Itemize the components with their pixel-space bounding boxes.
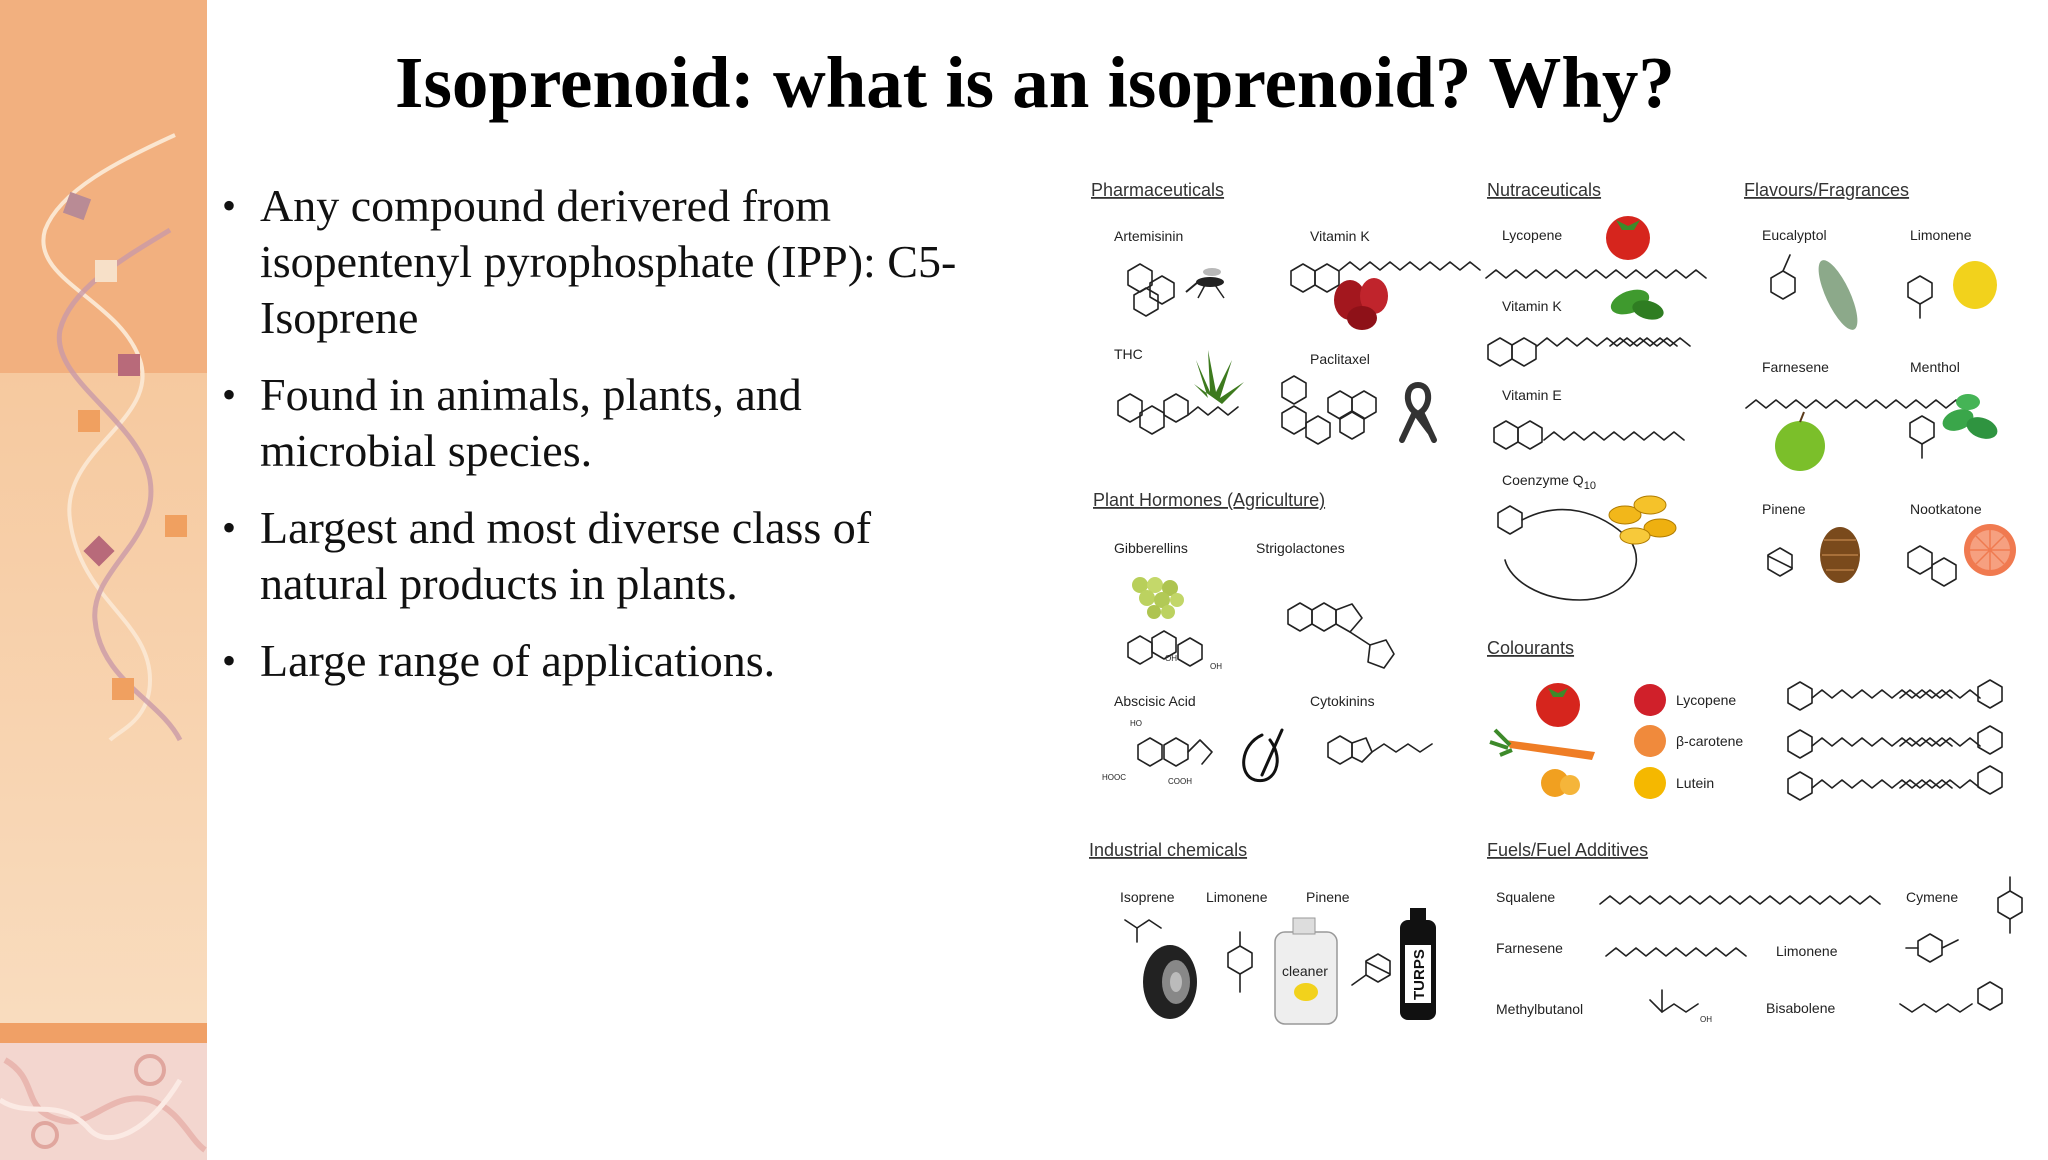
nootkatone-structure xyxy=(1908,546,1956,586)
compound-label-artemisinin: Artemisinin xyxy=(1114,228,1184,244)
limonene-fuel-structure xyxy=(1906,934,1958,962)
compound-label-thc: THC xyxy=(1114,346,1143,362)
lycopene-structure xyxy=(1486,270,1706,278)
colourant-label-beta-carotene: β-carotene xyxy=(1676,733,1744,749)
chem-label-cooh: COOH xyxy=(1168,777,1192,786)
grapefruit-image xyxy=(1964,524,2016,576)
section-header-industrial-chemicals: Industrial chemicals xyxy=(1089,840,1248,860)
chem-label-oh: OH xyxy=(1700,1015,1712,1024)
compound-label-methylbutanol: Methylbutanol xyxy=(1496,1001,1584,1017)
abscisic-acid-structure xyxy=(1102,719,1212,786)
pinene-industrial-structure xyxy=(1352,954,1390,985)
turps-bottle-image xyxy=(1400,908,1436,1020)
carotenoid-structures xyxy=(1788,680,2002,800)
bisabolene-structure xyxy=(1900,982,2002,1012)
farnesene-fuel-structure xyxy=(1606,948,1746,956)
supplement-capsules-image xyxy=(1609,496,1676,544)
bullet-text: Large range of applications. xyxy=(260,635,776,686)
colourant-label-lycopene: Lycopene xyxy=(1676,692,1737,708)
grapes-image xyxy=(1132,577,1184,619)
compound-label-vitamin-k-nutra: Vitamin K xyxy=(1502,298,1562,314)
awareness-ribbon-image xyxy=(1402,385,1434,440)
turps-label: TURPS xyxy=(1411,949,1428,1000)
compound-label-lycopene: Lycopene xyxy=(1502,227,1563,243)
bullet-text: Any compound derivered from isopentenyl pyrophosphate (IPP): C5-Isoprene xyxy=(260,180,957,343)
compound-label-farnesene-fuel: Farnesene xyxy=(1496,940,1563,956)
compound-label-strigolactones: Strigolactones xyxy=(1256,540,1345,556)
artemisinin-structure xyxy=(1128,264,1174,316)
section-header-flavours-fragrances: Flavours/Fragrances xyxy=(1744,180,1910,200)
tomato-image xyxy=(1606,216,1650,260)
bullet-marker: • xyxy=(222,372,237,417)
limonene-flavour-structure xyxy=(1908,276,1932,318)
compound-label-nootkatone: Nootkatone xyxy=(1910,501,1982,517)
lycopene-colour-swatch xyxy=(1634,684,1666,716)
vegetables-image xyxy=(1490,683,1595,797)
abscisic-acid-symbol-icon xyxy=(1244,730,1282,781)
bullet-marker: • xyxy=(222,183,237,228)
cleaner-bottle-image xyxy=(1275,918,1337,1024)
compound-label-vitamin-k: Vitamin K xyxy=(1310,228,1370,244)
compound-label-gibberellins: Gibberellins xyxy=(1114,540,1188,556)
vitamin-e-structure xyxy=(1494,421,1684,449)
bullet-marker: • xyxy=(222,505,237,550)
spinach-leaves-image xyxy=(1607,285,1665,323)
compound-label-limonene-flavour: Limonene xyxy=(1910,227,1972,243)
compound-label-cytokinins: Cytokinins xyxy=(1310,693,1375,709)
compound-label-farnesene-flavour: Farnesene xyxy=(1762,359,1829,375)
section-header-pharmaceuticals: Pharmaceuticals xyxy=(1091,180,1225,200)
limonene-industrial-structure xyxy=(1228,932,1252,992)
strigolactone-structure xyxy=(1288,603,1394,668)
lutein-colour-swatch xyxy=(1634,767,1666,799)
slide-title: Isoprenoid: what is an isoprenoid? Why? xyxy=(395,42,1675,123)
cleaner-label: cleaner xyxy=(1282,963,1328,979)
farnesene-flavour-structure xyxy=(1746,400,1966,408)
tyre-image xyxy=(1143,945,1197,1019)
vitamin-k-nutra-structure xyxy=(1488,338,1690,366)
compound-label-menthol: Menthol xyxy=(1910,359,1960,375)
bullet-marker: • xyxy=(222,638,237,683)
gibberellin-structure xyxy=(1128,631,1222,671)
chem-label-hooc: HOOC xyxy=(1102,773,1126,782)
mosquito-icon xyxy=(1186,268,1224,298)
section-header-colourants: Colourants xyxy=(1487,638,1575,658)
compound-label-abscisic-acid: Abscisic Acid xyxy=(1114,693,1196,709)
compound-label-eucalyptol: Eucalyptol xyxy=(1762,227,1827,243)
pine-cone-image xyxy=(1820,527,1860,583)
eucalyptol-structure xyxy=(1771,255,1795,299)
compound-label-limonene-fuel: Limonene xyxy=(1776,943,1838,959)
colourant-label-lutein: Lutein xyxy=(1676,775,1715,791)
cymene-structure xyxy=(1998,877,2022,933)
compound-label-vitamin-e: Vitamin E xyxy=(1502,387,1562,403)
compound-label-bisabolene: Bisabolene xyxy=(1766,1000,1836,1016)
paclitaxel-structure xyxy=(1282,376,1376,444)
compound-label-pinene-flavour: Pinene xyxy=(1762,501,1806,517)
kidney-beans-image xyxy=(1334,278,1388,330)
mint-leaves-image xyxy=(1940,394,2001,443)
isoprene-structure xyxy=(1125,920,1161,942)
section-header-fuels: Fuels/Fuel Additives xyxy=(1487,840,1649,860)
methylbutanol-structure xyxy=(1650,990,1712,1024)
compound-label-squalene: Squalene xyxy=(1496,889,1556,905)
chem-label-ho: HO xyxy=(1130,719,1142,728)
squalene-structure xyxy=(1600,896,1880,904)
chem-label-oh: OH xyxy=(1210,662,1222,671)
pinene-flavour-structure xyxy=(1768,548,1792,576)
cannabis-leaf-image xyxy=(1194,350,1244,404)
bullet-text: Found in animals, plants, and microbial species. xyxy=(260,369,802,476)
section-header-nutraceuticals: Nutraceuticals xyxy=(1487,180,1602,200)
section-header-plant-hormones: Plant Hormones (Agriculture) xyxy=(1093,490,1326,510)
compound-label-pinene-industrial: Pinene xyxy=(1306,889,1350,905)
green-apple-image xyxy=(1775,412,1825,471)
compound-label-cymene: Cymene xyxy=(1906,889,1959,905)
compound-label-paclitaxel: Paclitaxel xyxy=(1310,351,1370,367)
compound-label-isoprene: Isoprene xyxy=(1120,889,1175,905)
compound-label-coenzyme-q: Coenzyme $Q_{10}$ xyxy=(1502,472,1596,492)
eucalyptus-leaf-image xyxy=(1811,255,1865,334)
cytokinin-structure xyxy=(1328,736,1432,764)
lemon-image xyxy=(1953,261,1997,309)
compound-label-limonene-industrial: Limonene xyxy=(1206,889,1268,905)
bullet-text: Largest and most diverse class of natural products in plants. xyxy=(260,502,872,609)
chem-label-oh: OH xyxy=(1165,654,1177,663)
menthol-structure xyxy=(1910,416,1934,458)
beta-carotene-colour-swatch xyxy=(1634,725,1666,757)
